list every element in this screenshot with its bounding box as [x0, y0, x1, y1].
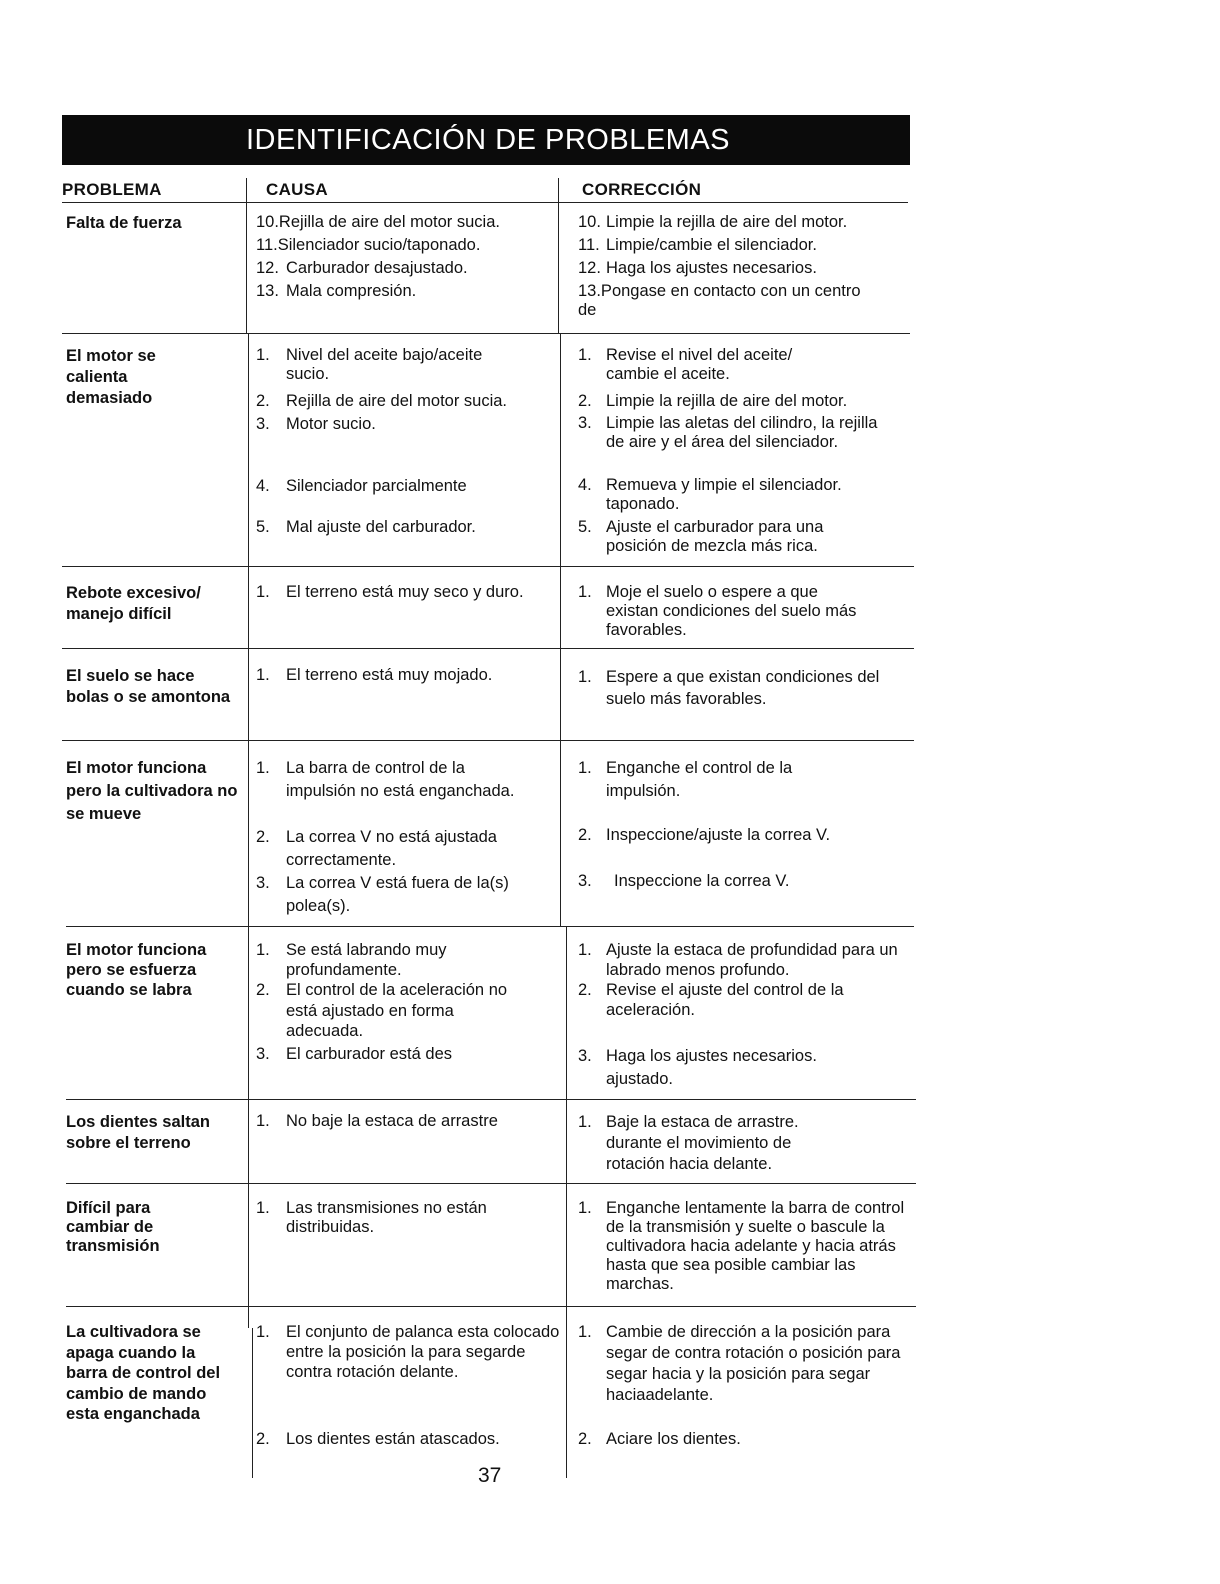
- cause-item: 3. La correa V está fuera de la(s) polea(s).: [256, 874, 509, 915]
- divider-row-6: [66, 1099, 916, 1100]
- column-divider-1: [252, 1328, 253, 1478]
- cause-item: 1. Se está labrando muy profundamente.: [256, 941, 447, 979]
- fix-item: 11. Limpie/cambie el silenciador.: [578, 236, 817, 254]
- divider-row-5: [66, 926, 914, 927]
- problem-falta-de-fuerza: Falta de fuerza: [66, 214, 182, 232]
- fix-item: 2. Revise el ajuste del control de la aceleración.: [578, 981, 844, 1019]
- header-problema: PROBLEMA: [62, 180, 162, 199]
- column-divider-1: [246, 178, 247, 333]
- problem-motor-no-mueve: El motor funciona pero la cultivadora no se mueve: [66, 759, 238, 823]
- divider-row-1: [62, 333, 910, 334]
- fix-item: 3. Inspeccione la correa V.: [578, 872, 790, 890]
- cause-item: 13. Mala compresión.: [256, 282, 417, 300]
- problem-motor-esfuerza: El motor funciona pero se esfuerza cuando se labra: [66, 941, 207, 999]
- column-divider-2: [558, 178, 559, 333]
- fix-item: 1. Espere a que existan condiciones del suelo más favorables.: [578, 668, 880, 708]
- cause-item: 2. El control de la aceleración no está ajustado en forma adecuada.: [256, 981, 508, 1040]
- divider-row-4: [62, 740, 914, 741]
- column-divider-2: [566, 926, 567, 1478]
- fix-item: 1. Ajuste la estaca de profundidad para un labrado menos profundo.: [578, 941, 898, 979]
- problem-cambiar-transmision: Difícil para cambiar de transmisión: [66, 1199, 160, 1255]
- cause-item: 12. Carburador desajustado.: [256, 259, 468, 277]
- cause-item: 3. Motor sucio.: [256, 415, 376, 433]
- problem-cultivadora-apaga: La cultivadora se apaga cuando la barra de control del cambio de mando esta enganchada: [66, 1323, 221, 1423]
- cause-item: 1. La barra de control de la impulsión no está enganchada.: [256, 759, 515, 800]
- divider-row-7: [66, 1183, 916, 1184]
- cause-item: 1. El terreno está muy seco y duro.: [256, 583, 524, 601]
- cause-item: 4. Silenciador parcialmente: [256, 477, 467, 495]
- fix-item: 5. Ajuste el carburador para una posición de mezcla más rica.: [578, 518, 824, 555]
- fix-item: 2. Limpie la rejilla de aire del motor.: [578, 392, 848, 410]
- header-correccion: CORRECCIÓN: [582, 180, 702, 199]
- fix-item: 10. Limpie la rejilla de aire del motor.: [578, 213, 848, 231]
- cause-item: 1. Las transmisiones no están distribuidas.: [256, 1199, 487, 1236]
- cause-item: 2. La correa V no está ajustada correctamente.: [256, 828, 497, 869]
- cause-item: 5. Mal ajuste del carburador.: [256, 518, 476, 536]
- cause-item: 1. No baje la estaca de arrastre: [256, 1112, 498, 1130]
- fix-item: 1. Cambie de dirección a la posición para segar de contra rotación o posición para segar hacia y la posición para segar haciaadelante.: [578, 1323, 901, 1404]
- cause-item: 1. El terreno está muy mojado.: [256, 666, 493, 684]
- fix-item: 1. Revise el nivel del aceite/ cambie el aceite.: [578, 346, 793, 383]
- problem-rebote: Rebote excesivo/ manejo difícil: [66, 584, 201, 623]
- cause-item: 3. El carburador está des: [256, 1045, 453, 1063]
- column-divider-1: [248, 333, 249, 1328]
- fix-item: 3. Haga los ajustes necesarios. ajustado.: [578, 1047, 817, 1088]
- cause-item: 11.Silenciador sucio/taponado.: [256, 236, 481, 254]
- problem-dientes-saltan: Los dientes saltan sobre el terreno: [66, 1113, 210, 1152]
- cause-item: 1. Nivel del aceite bajo/aceite sucio.: [256, 346, 483, 383]
- cause-item: 1. El conjunto de palanca esta colocado entre la posición la para segarde contra rotación delante.: [256, 1323, 560, 1381]
- fix-item: 1. Baje la estaca de arrastre. durante el movimiento de rotación hacia delante.: [578, 1113, 799, 1173]
- fix-item: 1. Enganche el control de la impulsión.: [578, 759, 793, 800]
- header-causa: CAUSA: [266, 180, 328, 199]
- page-title: IDENTIFICACIÓN DE PROBLEMAS: [62, 115, 910, 165]
- fix-item: 12. Haga los ajustes necesarios.: [578, 259, 817, 277]
- cause-item: 10.Rejilla de aire del motor sucia.: [256, 213, 500, 231]
- fix-item: 4. Remueva y limpie el silenciador. taponado.: [578, 476, 842, 513]
- cause-item: 2. Los dientes están atascados.: [256, 1430, 500, 1448]
- fix-item: 1. Moje el suelo o espere a que existan condiciones del suelo más favorables.: [578, 583, 857, 639]
- page-number: 37: [478, 1464, 502, 1487]
- fix-item: 3. Limpie las aletas del cilindro, la rejilla de aire y el área del silenciador.: [578, 414, 878, 451]
- column-divider-2: [560, 333, 561, 926]
- cause-item: 2. Rejilla de aire del motor sucia.: [256, 392, 508, 410]
- problem-suelo-bolas: El suelo se hace bolas o se amontona: [66, 667, 231, 706]
- fix-item: 2. Aciare los dientes.: [578, 1430, 741, 1448]
- divider-header: [62, 202, 908, 203]
- fix-item: 1. Enganche lentamente la barra de control de la transmisión y suelte o bascule la cultivadora hacia adelante y hacia atrás hasta que sea posible cambiar las marchas.: [578, 1199, 905, 1293]
- fix-item: 2. Inspeccione/ajuste la correa V.: [578, 826, 831, 844]
- divider-row-2: [62, 566, 914, 567]
- problem-motor-calienta: El motor se calienta demasiado: [66, 347, 156, 407]
- fix-item: 13.Pongase en contacto con un centro de: [578, 282, 861, 319]
- divider-row-3: [62, 648, 914, 649]
- divider-row-8: [66, 1306, 916, 1307]
